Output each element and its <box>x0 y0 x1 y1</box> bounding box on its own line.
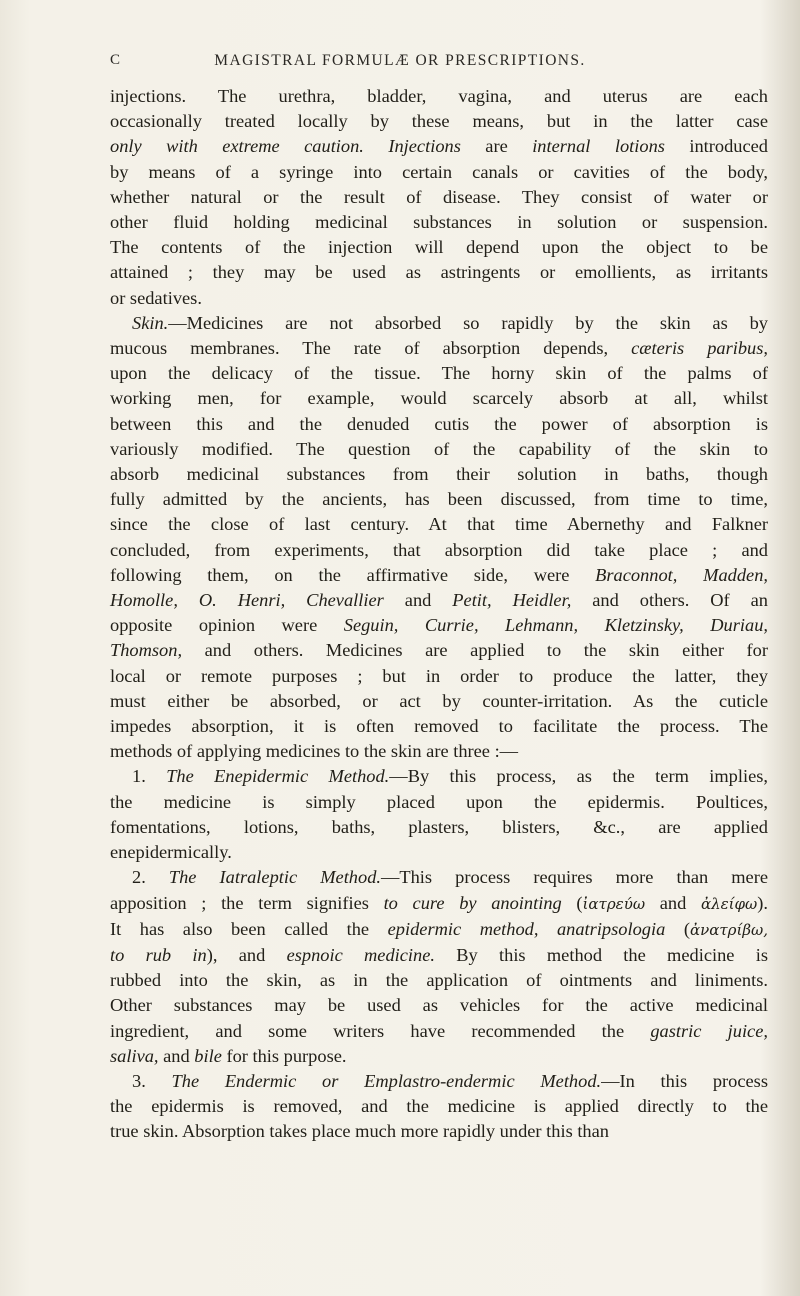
text-line <box>110 739 768 764</box>
text-line <box>110 840 768 865</box>
text-run: concluded, from experiments, that absorption did take place ; and <box>110 539 768 560</box>
text-run: apposition ; the term signifies <box>110 892 384 913</box>
text-run: methods of applying medicines to the skin are three :— <box>110 741 519 762</box>
text-run: for this purpose. <box>221 1045 347 1066</box>
text-run: ), and <box>206 944 287 965</box>
greek-word: ἰατρεύω <box>582 894 646 913</box>
text-run: whether natural or the result of disease. They consist of water or <box>110 186 768 207</box>
text-line <box>110 613 768 638</box>
text-line <box>110 109 768 134</box>
text-run <box>364 136 388 156</box>
text-line <box>110 764 768 789</box>
text-run: injections. The urethra, bladder, vagina, and uterus are each <box>110 86 768 106</box>
text-run: and <box>645 892 701 913</box>
page-header <box>0 52 800 76</box>
text-run: —Medicines are not absorbed so rapidly by the skin as by <box>168 312 768 333</box>
text-line <box>110 664 768 689</box>
text-run: and <box>158 1045 195 1066</box>
text-run: true skin. Absorption takes place much more rapidly under this than <box>110 1121 609 1142</box>
text-line <box>110 260 768 285</box>
italic-run: Seguin, Currie, Lehmann, Kletzinsky, Duriau, <box>343 615 768 636</box>
text-line <box>110 286 768 311</box>
text-line <box>110 563 768 588</box>
text-run: Other substances may be used as vehicles for the active medicinal <box>110 995 768 1016</box>
text-run: since the close of last century. At that time Abernethy and Falkner <box>110 514 768 535</box>
text-line <box>110 437 768 462</box>
text-run: 2. <box>132 867 169 888</box>
text-line <box>110 588 768 613</box>
text-run: local or remote purposes ; but in order to produce the latter, they <box>110 665 768 686</box>
greek-word: ἀλείφω <box>700 894 758 913</box>
text-line <box>110 917 768 943</box>
text-line <box>110 185 768 210</box>
running-head: MAGISTRAL FORMULÆ OR PRESCRIPTIONS. <box>214 52 586 69</box>
text-run: by means of a syringe into certain canals or cavities of the body, <box>110 161 768 182</box>
italic-run: saliva, <box>110 1045 159 1066</box>
text-run: rubbed into the skin, as in the application of ointments and liniments. <box>110 970 768 991</box>
text-run: —In this process <box>601 1070 768 1091</box>
text-line <box>110 815 768 840</box>
italic-run: Petit, Heidler, <box>452 590 572 611</box>
text-line <box>110 1119 768 1144</box>
text-run: or sedatives. <box>110 287 202 308</box>
text-run: upon the delicacy of the tissue. The horny skin of the palms of <box>110 363 768 384</box>
text-run: other fluid holding medicinal substances in solution or suspension. <box>110 212 768 233</box>
text-line <box>110 968 768 993</box>
italic-run: only with extreme caution. <box>110 136 364 157</box>
text-run: and others. Of an <box>571 590 768 611</box>
text-line <box>110 1044 768 1069</box>
text-line <box>110 361 768 386</box>
text-run: —This process requires more than mere <box>380 867 768 888</box>
text-line <box>110 386 768 411</box>
italic-run: Homolle, O. Henri, Chevallier <box>110 590 384 611</box>
text-line <box>110 462 768 487</box>
text-line <box>110 235 768 260</box>
text-run: the epidermis is removed, and the medicine is applied directly to the <box>110 1096 768 1117</box>
text-line <box>110 891 768 917</box>
italic-run: Braconnot, Madden, <box>595 564 768 585</box>
text-line <box>110 689 768 714</box>
text-line <box>110 790 768 815</box>
text-run: working men, for example, would scarcely absorb at all, whilst <box>110 388 768 409</box>
text-run: ). <box>757 892 768 913</box>
text-run: attained ; they may be used as astringents or emollients, as irritants <box>110 262 768 283</box>
text-run: It has also been called the <box>110 918 388 939</box>
text-line <box>110 1019 768 1044</box>
text-run: must either be absorbed, or act by counter-irritation. As the cuticle <box>110 690 768 711</box>
italic-run: Injections <box>388 136 461 157</box>
text-run: By this method the medicine is <box>435 944 768 965</box>
text-line <box>110 993 768 1018</box>
text-run: opposite opinion were <box>110 615 344 636</box>
text-run: the medicine is simply placed upon the epidermis. Poultices, <box>110 791 768 812</box>
text-run: between this and the denuded cutis the power of absorption is <box>110 413 768 434</box>
text-run: absorb medicinal substances from their solution in baths, though <box>110 464 768 485</box>
text-run: ingredient, and some writers have recommended the <box>110 1020 651 1041</box>
text-line <box>110 943 768 968</box>
text-run: occasionally treated locally by these means, but in the latter case <box>110 111 768 132</box>
text-run: introduced <box>664 136 768 157</box>
text-run: enepidermically. <box>110 842 232 863</box>
text-run: ( <box>665 918 690 939</box>
text-line <box>110 210 768 235</box>
body-text <box>110 84 768 1145</box>
text-line <box>110 638 768 663</box>
text-line <box>110 311 768 336</box>
italic-run: bile <box>194 1045 222 1066</box>
text-run: The contents of the injection will depend upon the object to be <box>110 237 768 258</box>
text-line <box>110 538 768 563</box>
italic-run: Skin. <box>132 312 169 333</box>
text-line <box>110 84 768 109</box>
italic-run: The Iatraleptic Method. <box>168 867 381 888</box>
text-run: fomentations, lotions, baths, plasters, blisters, &c., are applied <box>110 816 768 837</box>
text-run: impedes absorption, it is often removed to facilitate the process. The <box>110 716 768 737</box>
text-line <box>110 487 768 512</box>
text-run: mucous membranes. The rate of absorption depends, <box>110 338 632 359</box>
text-run: ( <box>561 892 583 913</box>
text-run: and <box>383 590 453 611</box>
text-line <box>110 160 768 185</box>
text-run: 3. <box>132 1070 172 1091</box>
text-line <box>110 1094 768 1119</box>
text-line <box>110 1069 768 1094</box>
text-run: 1. <box>132 766 167 787</box>
text-run: variously modified. The question of the capability of the skin to <box>110 438 768 459</box>
text-line <box>110 134 768 159</box>
italic-run: espnoic medicine. <box>286 944 435 965</box>
italic-run: The Endermic or Emplastro-endermic Method. <box>171 1070 602 1091</box>
text-run: following them, on the affirmative side, were <box>110 564 596 585</box>
italic-run: to rub in <box>110 944 207 965</box>
page-folio: C <box>110 52 122 68</box>
text-run: and others. Medicines are applied to the skin either for <box>182 640 768 661</box>
text-line <box>110 336 768 361</box>
italic-run: Thomson, <box>110 640 183 661</box>
italic-run: gastric juice, <box>650 1020 768 1041</box>
text-run: —By this process, as the term implies, <box>389 766 769 787</box>
text-line <box>110 512 768 537</box>
text-line <box>110 714 768 739</box>
italic-run: internal lotions <box>532 136 665 157</box>
italic-run: The Enepidermic Method. <box>166 766 390 787</box>
text-line <box>110 412 768 437</box>
italic-run: epidermic method, anatripsologia <box>387 918 666 939</box>
text-line <box>110 865 768 890</box>
italic-run: to cure by anointing <box>383 892 562 913</box>
italic-run: cæteris paribus, <box>631 338 769 359</box>
text-run: are <box>460 136 533 157</box>
greek-word: ἀνατρίβω, <box>689 920 768 939</box>
text-run: fully admitted by the ancients, has been discussed, from time to time, <box>110 489 768 510</box>
